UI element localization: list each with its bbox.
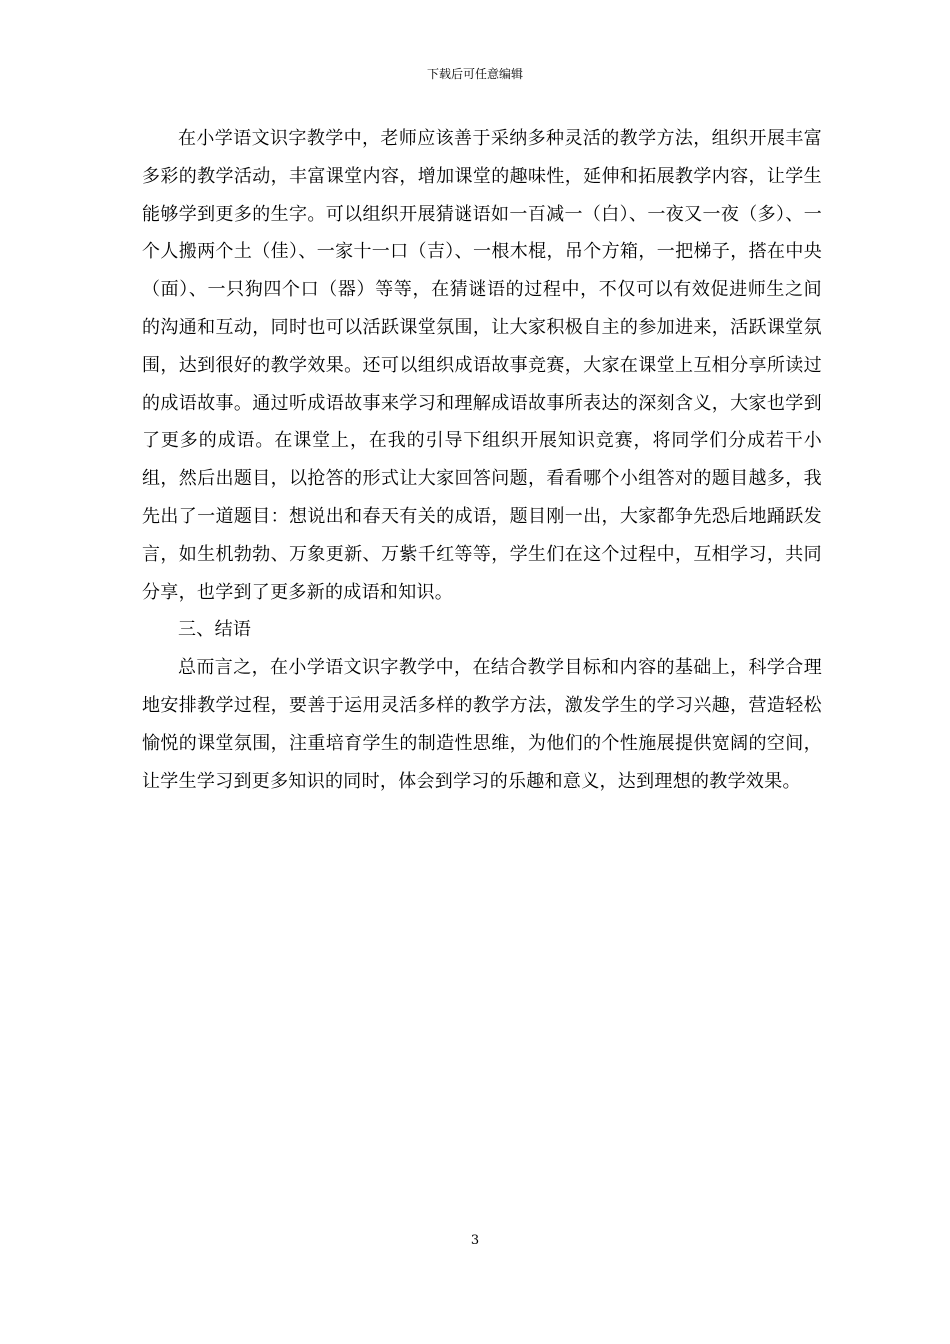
document-body xyxy=(142,120,822,800)
paragraph-teaching-methods: 在小学语文识字教学中，老师应该善于采纳多种灵活的教学方法，组织开展丰富多彩的教学活动，丰富课堂内容，增加课堂的趣味性，延伸和拓展教学内容，让学生能够学到更多的生字。可以组织开展猜谜语如一百减一（白）、一夜又一夜（多）、一个人搬两个土（佳）、一家十一口（吉）、一根木棍，吊个方箱，一把梯子，搭在中央（面）、一只狗四个口（器）等等，在猜谜语的过程中，不仅可以有效促进师生之间的沟通和互动，同时也可以活跃课堂氛围，让大家积极自主的参加进来，活跃课堂氛围，达到很好的教学效果。还可以组织成语故事竞赛，大家在课堂上互相分享所读过的成语故事。通过听成语故事来学习和理解成语故事所表达的深刻含义，大家也学到了更多的成语。在课堂上，在我的引导下组织开展知识竞赛，将同学们分成若干小组，然后出题目，以抢答的形式让大家回答问题，看看哪个小组答对的题目越多，我先出了一道题目：想说出和春天有关的成语，题目刚一出，大家都争先恐后地踊跃发言，如生机勃勃、万象更新、万紫千红等等，学生们在这个过程中，互相学习，共同分享，也学到了更多新的成语和知识。 xyxy=(142,128,822,603)
page-header: 下载后可任意编辑 xyxy=(426,67,523,81)
section-heading-conclusion: 三、结语 xyxy=(178,619,252,641)
paragraph-conclusion: 总而言之，在小学语文识字教学中，在结合教学目标和内容的基础上，科学合理地安排教学过程，要善于运用灵活多样的教学方法，激发学生的学习兴趣，营造轻松愉悦的课堂氛围，注重培育学生的制造性思维，为他们的个性施展提供宽阔的空间，让学生学习到更多知识的同时，体会到学习的乐趣和意义，达到理想的教学效果。 xyxy=(142,657,822,792)
page-number: 3 xyxy=(470,1233,480,1248)
